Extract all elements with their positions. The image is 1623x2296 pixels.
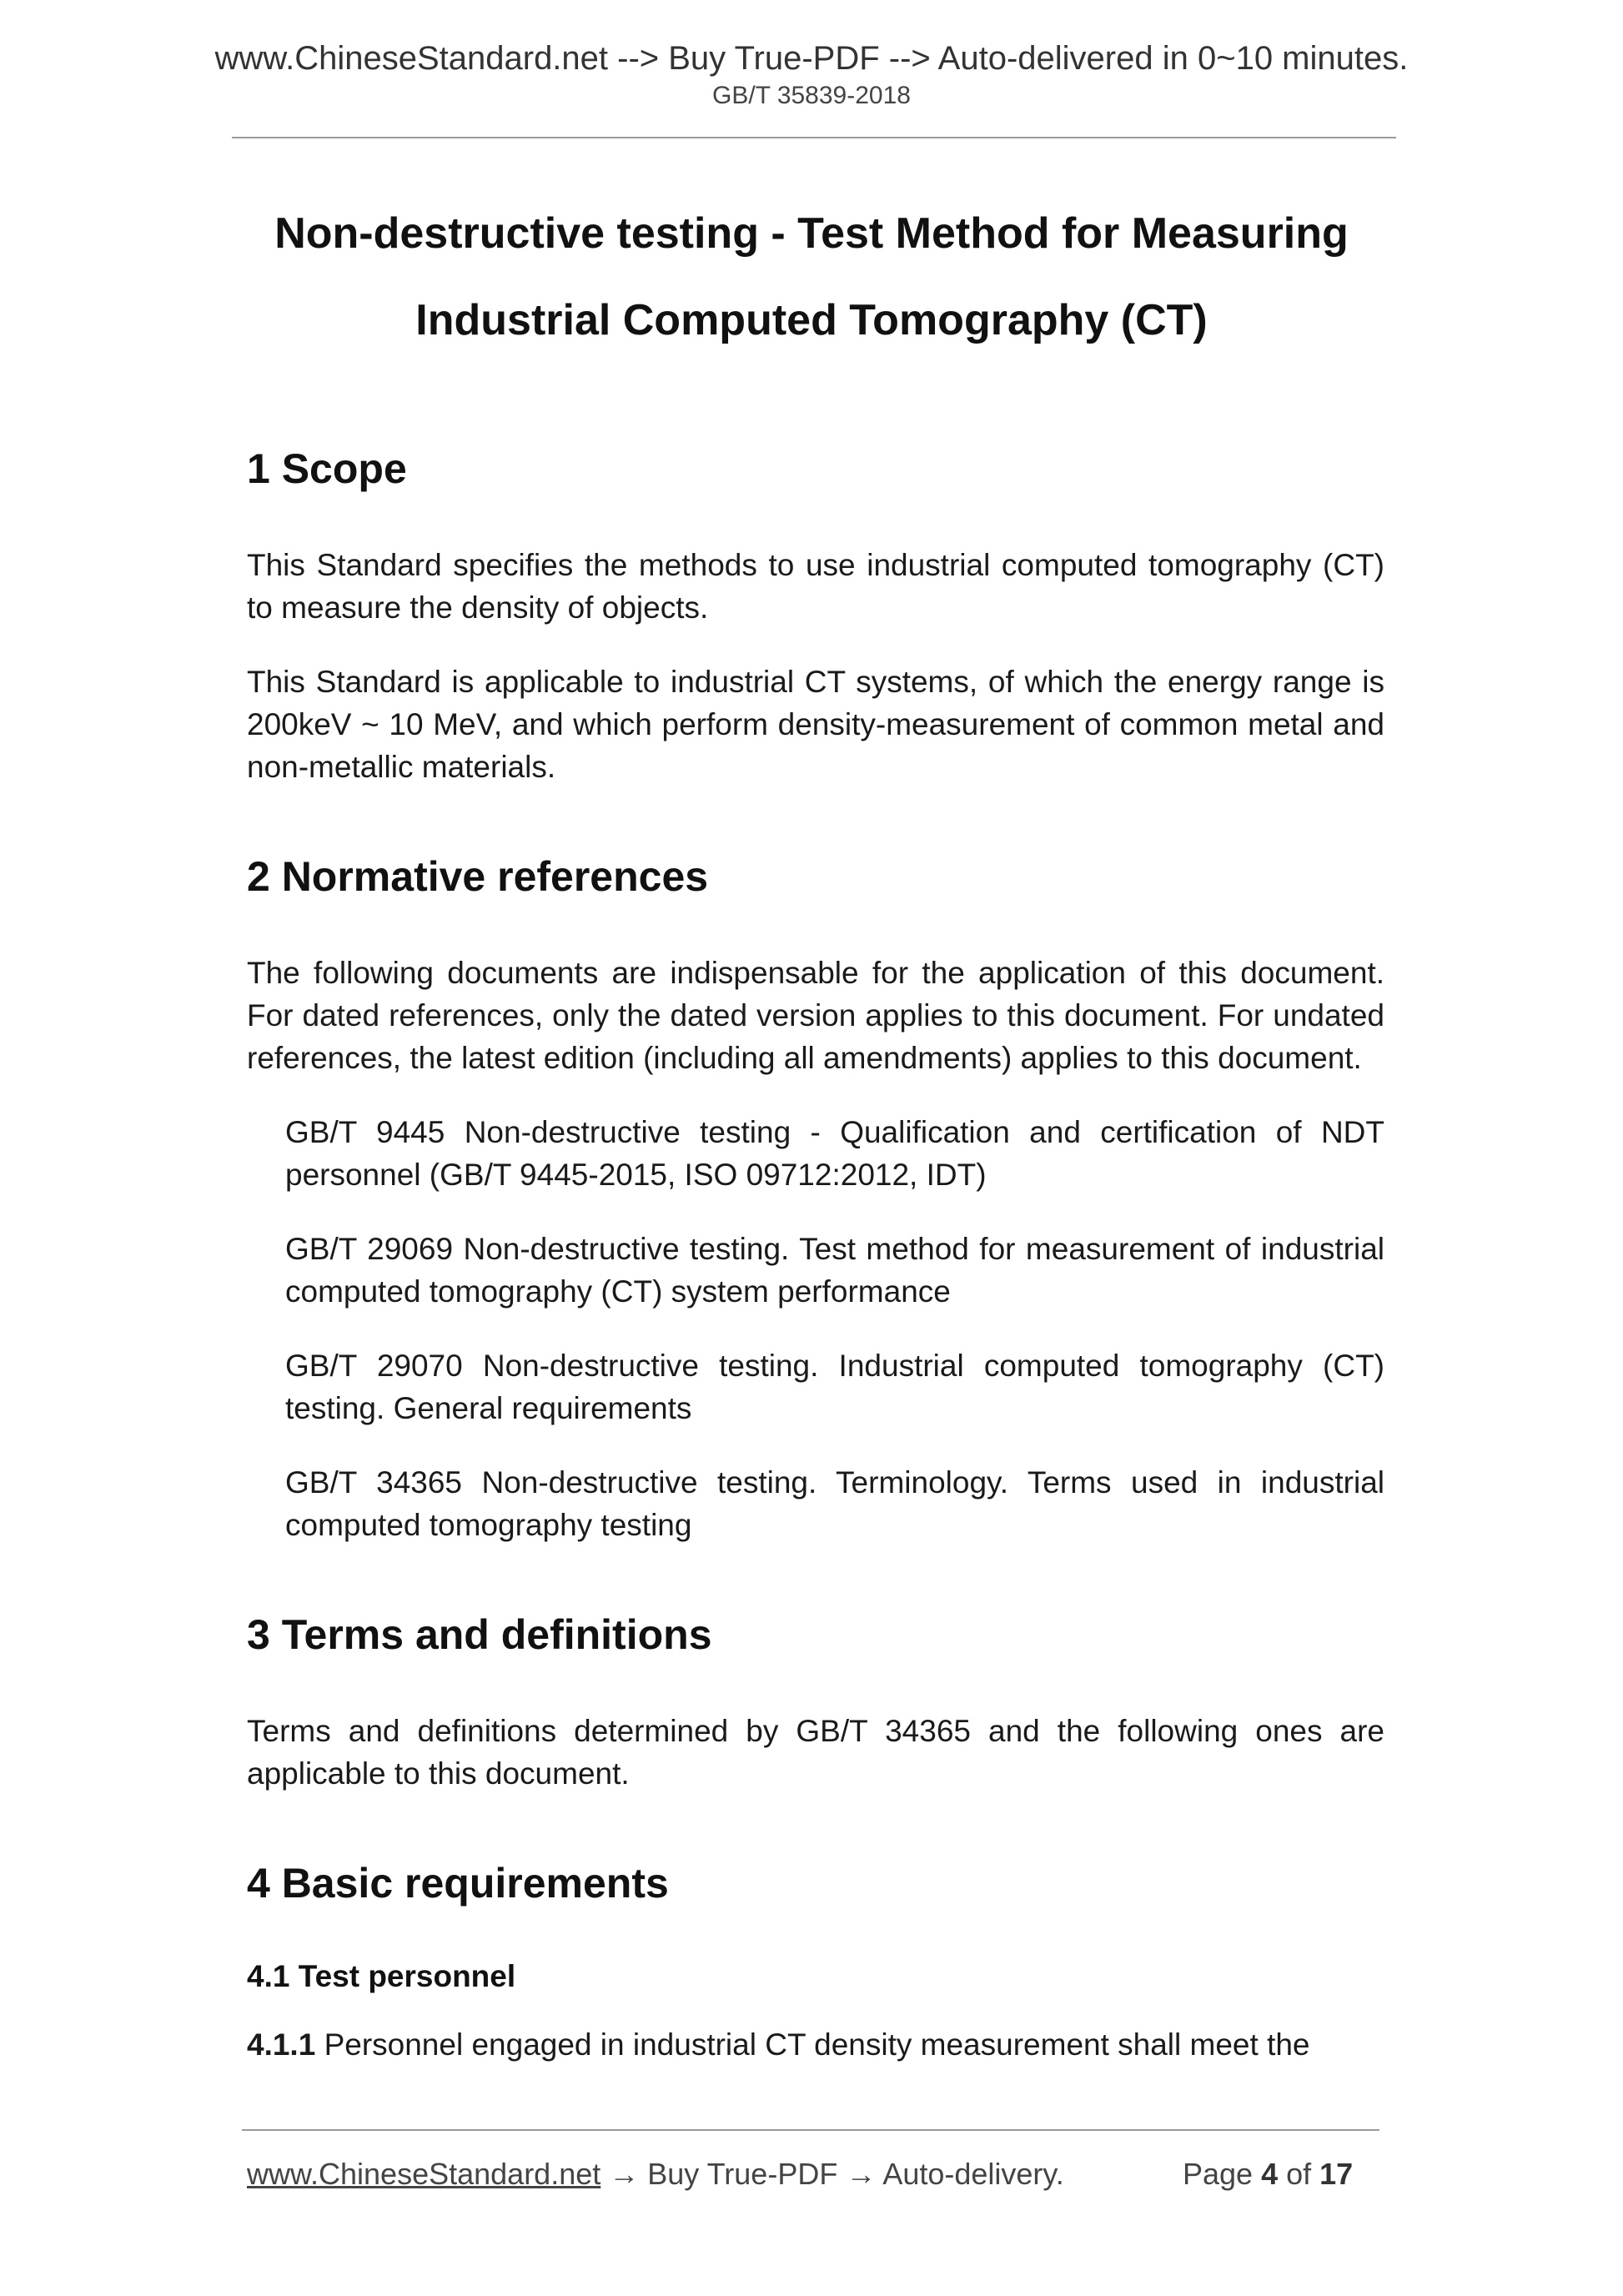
clause-paragraph: [247, 2023, 1384, 2066]
title-line-1: Non-destructive testing - Test Method for Measuring: [274, 209, 1349, 258]
top-banner: www.ChineseStandard.net --> Buy True-PDF --> Auto-delivered in 0~10 minutes.: [214, 40, 1409, 77]
footer-left: [247, 2157, 1064, 2192]
page-current: 4: [1261, 2157, 1279, 2191]
section-heading: 4 Basic requirements: [247, 1860, 669, 1907]
section-normative-references: [247, 852, 1384, 1546]
document-code: GB/T 35839-2018: [712, 82, 911, 109]
footer-site-link[interactable]: www.ChineseStandard.net: [247, 2157, 601, 2191]
section-heading: 3 Terms and definitions: [247, 1611, 712, 1658]
section-scope: [247, 444, 1384, 788]
section-heading: 2 Normative references: [247, 853, 709, 900]
clause-text: Personnel engaged in industrial CT density measurement shall meet the: [315, 2027, 1310, 2062]
reference-item: GB/T 29069 Non-destructive testing. Test method for measurement of industrial computed tomography (CT) system performance: [285, 1232, 1384, 1309]
footer-tagline: → Buy True-PDF → Auto-delivery.: [600, 2157, 1064, 2191]
of-word: of: [1278, 2157, 1320, 2191]
paragraph: This Standard is applicable to industrial CT systems, of which the energy range is 200keV ~ 10 MeV, and which perform density-measurement of common metal and non-metallic materials.: [247, 665, 1384, 784]
section-basic-requirements: [247, 1858, 1384, 2066]
header-divider: [232, 137, 1396, 138]
section-heading: 1 Scope: [247, 445, 407, 492]
paragraph: The following documents are indispensable for the application of this document. For dated references, only the dated version applies to this document. For undated references, the latest edition (including all amendments) applies to this document.: [247, 956, 1384, 1075]
reference-item: GB/T 9445 Non-destructive testing - Qualification and certification of NDT personnel (GB/T 9445-2015, ISO 09712:2012, IDT): [285, 1115, 1384, 1192]
clause-number: 4.1.1: [247, 2027, 316, 2062]
reference-item: GB/T 29070 Non-destructive testing. Industrial computed tomography (CT) testing. General requirements: [285, 1349, 1384, 1425]
document-body: [247, 444, 1384, 2098]
page-indicator: [1183, 2157, 1353, 2192]
footer-divider: [242, 2129, 1379, 2131]
reference-item: GB/T 34365 Non-destructive testing. Terminology. Terms used in industrial computed tomography testing: [285, 1465, 1384, 1542]
paragraph: Terms and definitions determined by GB/T 34365 and the following ones are applicable to this document.: [247, 1714, 1384, 1791]
subsection-heading: 4.1 Test personnel: [247, 1959, 516, 1993]
paragraph: This Standard specifies the methods to use industrial computed tomography (CT) to measure the density of objects.: [247, 548, 1384, 625]
page-word: Page: [1183, 2157, 1262, 2191]
section-terms-and-definitions: [247, 1610, 1384, 1795]
page-total: 17: [1319, 2157, 1354, 2191]
title-line-2: Industrial Computed Tomography (CT): [415, 296, 1208, 344]
document-title: [192, 190, 1431, 364]
